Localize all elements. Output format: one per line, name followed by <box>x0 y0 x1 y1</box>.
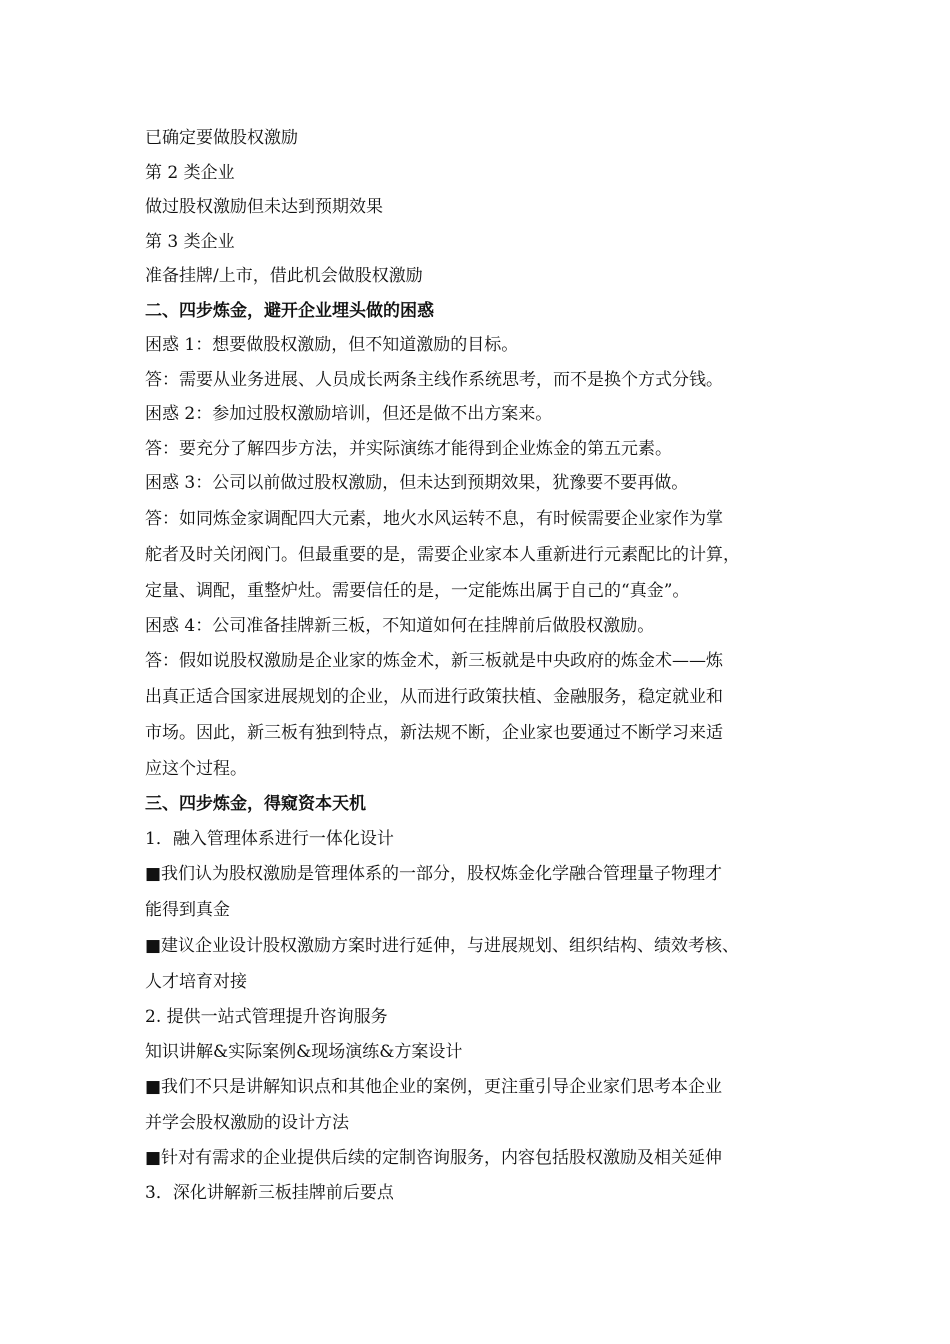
text-line: 并学会股权激励的设计方法 <box>145 1113 349 1133</box>
text-line: 应这个过程。 <box>145 759 247 779</box>
text-line: ■针对有需求的企业提供后续的定制咨询服务，内容包括股权激励及相关延伸 <box>145 1148 723 1168</box>
text-line: ■我们认为股权激励是管理体系的一部分，股权炼金化学融合管理量子物理才 <box>145 864 723 884</box>
text-line: 做过股权激励但未达到预期效果 <box>145 197 383 217</box>
text-line: 困惑 4：公司准备挂牌新三板，不知道如何在挂牌前后做股权激励。 <box>145 615 655 636</box>
text-line: 准备挂牌/上市，借此机会做股权激励 <box>145 266 423 286</box>
text-line: 答：需要从业务进展、人员成长两条主线作系统思考，而不是换个方式分钱。 <box>145 369 723 390</box>
text-line: 答：要充分了解四步方法，并实际演练才能得到企业炼金的第五元素。 <box>145 438 672 459</box>
section-heading: 二、四步炼金，避开企业埋头做的困惑 <box>145 300 434 321</box>
text-line: 能得到真金 <box>145 900 230 920</box>
text-line: 困惑 3：公司以前做过股权激励，但未达到预期效果，犹豫要不要再做。 <box>145 473 689 493</box>
text-line: 答：如同炼金家调配四大元素，地火水风运转不息，有时候需要企业家作为掌 <box>145 508 723 529</box>
section-heading: 三、四步炼金，得窥资本天机 <box>145 794 366 814</box>
text-line: 答：假如说股权激励是企业家的炼金术，新三板就是中央政府的炼金术——炼 <box>145 651 723 671</box>
text-line: 人才培育对接 <box>145 972 247 992</box>
text-line: 1．融入管理体系进行一体化设计 <box>145 828 394 849</box>
text-line: 出真正适合国家进展规划的企业，从而进行政策扶植、金融服务，稳定就业和 <box>145 687 723 707</box>
text-line: 困惑 1：想要做股权激励，但不知道激励的目标。 <box>145 335 519 355</box>
text-line: ■建议企业设计股权激励方案时进行延伸，与进展规划、组织结构、绩效考核、 <box>145 936 740 956</box>
text-line: 已确定要做股权激励 <box>145 128 298 148</box>
text-line: 第 2 类企业 <box>145 162 235 183</box>
text-line: 市场。因此，新三板有独到特点，新法规不断，企业家也要通过不断学习来适 <box>145 723 723 743</box>
text-line: 困惑 2：参加过股权激励培训，但还是做不出方案来。 <box>145 404 553 424</box>
text-line: 舵者及时关闭阀门。但最重要的是，需要企业家本人重新进行元素配比的计算， <box>145 544 740 565</box>
text-line: ■我们不只是讲解知识点和其他企业的案例，更注重引导企业家们思考本企业 <box>145 1077 723 1097</box>
text-line: 3．深化讲解新三板挂牌前后要点 <box>145 1182 394 1203</box>
text-line: 知识讲解&实际案例&现场演练&方案设计 <box>145 1041 463 1062</box>
text-line: 定量、调配，重整炉灶。需要信任的是，一定能炼出属于自己的“真金”。 <box>145 580 690 601</box>
text-line: 2. 提供一站式管理提升咨询服务 <box>145 1007 388 1027</box>
text-line: 第 3 类企业 <box>145 231 235 252</box>
